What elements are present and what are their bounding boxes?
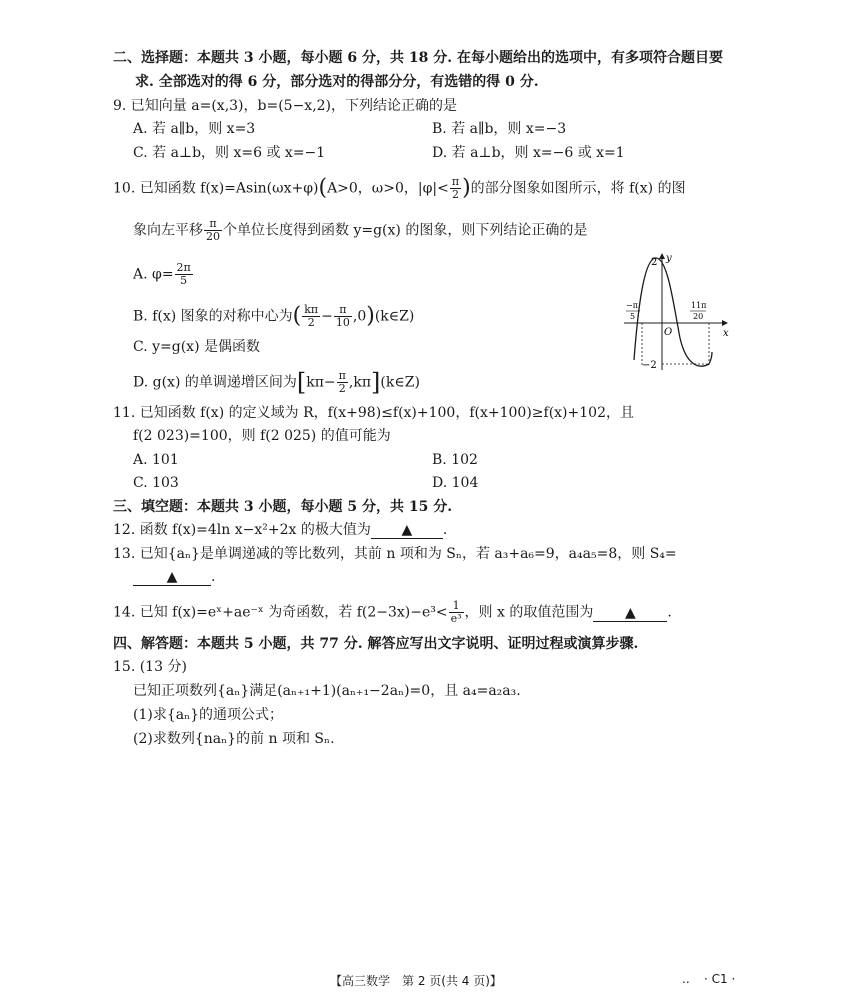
- answer-triangle: ▲: [624, 604, 636, 621]
- fraction-numerator: kπ: [304, 303, 319, 316]
- q10-d-right: ,kπ: [348, 374, 372, 391]
- fraction-denominator: 2: [307, 316, 315, 329]
- pi-over-20-fraction: [204, 218, 222, 243]
- q10-line2: [133, 218, 587, 243]
- fraction-denominator: 2: [451, 188, 459, 201]
- fraction-denominator: e³: [450, 612, 462, 625]
- q10-b-pre: B. f(x) 图象的对称中心为: [133, 308, 293, 325]
- left-paren: (: [318, 175, 328, 201]
- q10-line2-post: 个单位长度得到函数 y=g(x) 的图象，则下列结论正确的是: [223, 222, 588, 239]
- right-paren: ): [366, 303, 375, 329]
- q10-b-k-in-z: (k∈Z): [374, 308, 415, 325]
- q10-stem: [113, 176, 686, 201]
- q15-title: 15. (13 分): [113, 659, 187, 675]
- q14-end: .: [667, 604, 672, 621]
- q11-line2: f(2 023)=100，则 f(2 025) 的值可能为: [133, 428, 391, 444]
- origin-label: O: [664, 327, 673, 338]
- q11-option-b: B. 102: [432, 452, 478, 468]
- q9-option-a: A. 若 a∥b，则 x=3: [133, 121, 256, 137]
- q10-d-k-in-z: (k∈Z): [380, 374, 420, 391]
- q10-option-a: [133, 262, 194, 287]
- answer-triangle: ▲: [401, 522, 413, 538]
- pi-over-2-fraction: [337, 370, 348, 395]
- min-value-label: −2: [642, 360, 657, 371]
- q9-option-d: D. 若 a⊥b，则 x=−6 或 x=1: [432, 145, 625, 161]
- fraction-numerator: π: [338, 369, 346, 382]
- left-tick-denominator: 5: [630, 312, 636, 321]
- section2-header-line1: 二、选择题：本题共 3 小题，每小题 6 分，共 18 分. 在每小题给出的选项中，有多项符合题目要: [113, 50, 723, 66]
- page-footer: 【高三数学 第 2 页(共 4 页)】: [330, 974, 502, 988]
- y-axis-label: y: [666, 253, 672, 264]
- q11-option-d: D. 104: [432, 475, 479, 491]
- q10-condition: A>0，ω>0，|φ|<: [327, 180, 449, 197]
- k-pi-over-2-fraction: [302, 304, 320, 329]
- q11-option-c: C. 103: [133, 475, 179, 491]
- q14-post: ，则 x 的取值范围为: [464, 604, 594, 621]
- pi-over-2-fraction: [450, 176, 461, 201]
- q15-statement: 已知正项数列{aₙ}满足(aₙ₊₁+1)(aₙ₊₁−2aₙ)=0，且 a₄=a₂a₃.: [133, 683, 521, 699]
- q10-option-b: B. f(x) 图象的对称中心为( $\frac{k\pi}{2}$ − $\frac{\pi}{10}$ ,0)(k∈Z): [133, 303, 415, 329]
- q10-line2-pre: 象向左平移: [133, 222, 203, 239]
- q12-end: .: [442, 522, 448, 538]
- x-axis-label: x: [723, 328, 729, 339]
- footer-dots: ..: [682, 972, 690, 986]
- pi-over-10-fraction: [334, 304, 352, 329]
- q10-stem-pre: 10. 已知函数 f(x)=Asin(ωx+φ): [113, 180, 319, 197]
- one-over-e3-fraction: [449, 600, 464, 625]
- y-axis-arrow: [659, 253, 665, 259]
- q12-text: 12. 函数 f(x)=4ln x−x²+2x 的极大值为: [113, 522, 371, 538]
- q14-answer-blank: [593, 605, 667, 622]
- q9-option-b: B. 若 a∥b，则 x=−3: [432, 121, 567, 137]
- q13-line1: 13. 已知{aₙ}是单调递减的等比数列，其前 n 项和为 Sₙ，若 a₃+a₆=9，a₄a₅=8，则 S₄=: [113, 546, 677, 562]
- q10-d-pre: D. g(x) 的单调递增区间为: [133, 374, 297, 391]
- q10-b-mid: ,0: [352, 308, 367, 325]
- fraction-numerator: π: [204, 218, 222, 231]
- q13-answer-blank: [133, 569, 211, 586]
- q10-option-c: C. y=g(x) 是偶函数: [133, 339, 260, 355]
- fraction-numerator: 1: [449, 600, 464, 613]
- left-bracket: [: [296, 368, 307, 397]
- q9-stem: 9. 已知向量 a=(x,3)，b=(5−x,2)，下列结论正确的是: [113, 98, 458, 114]
- left-tick-numerator: −π: [626, 301, 638, 310]
- right-tick-denominator: 20: [693, 312, 704, 321]
- right-bracket: ]: [371, 368, 381, 397]
- q13-end: .: [211, 569, 216, 585]
- left-paren: (: [292, 303, 302, 329]
- right-tick-numerator: 11π: [691, 301, 707, 310]
- q12-answer-blank: [371, 522, 443, 539]
- q14-pre: 14. 已知 f(x)=eˣ+ae⁻ˣ 为奇函数，若 f(2−3x)−e³<: [113, 604, 448, 621]
- q11-option-a: A. 101: [133, 452, 179, 468]
- right-paren: ): [462, 175, 471, 201]
- max-value-label: 2: [651, 257, 658, 268]
- q9-option-c: C. 若 a⊥b，则 x=6 或 x=−1: [133, 145, 326, 161]
- footer-code: · C1 ·: [704, 972, 736, 986]
- q15-part2: (2)求数列{naₙ}的前 n 项和 Sₙ.: [133, 731, 335, 747]
- fraction-numerator: 2π: [176, 261, 191, 274]
- section3-header: 三、填空题：本题共 3 小题，每小题 5 分，共 15 分.: [113, 499, 453, 515]
- fraction-denominator: 10: [335, 316, 350, 329]
- q11-line1: 11. 已知函数 f(x) 的定义域为 R，f(x+98)≤f(x)+100，f(x+100)≥f(x)+102，且: [113, 405, 634, 421]
- q10-sine-graph: [622, 248, 734, 372]
- two-pi-over-5-fraction: [175, 262, 193, 287]
- q15-part1: (1)求{aₙ}的通项公式；: [133, 707, 284, 723]
- q10-d-left: kπ−: [306, 374, 336, 391]
- fraction-denominator: 2: [338, 382, 346, 395]
- q13-line2: [133, 567, 215, 587]
- q12-question: [113, 520, 447, 540]
- q10-a-pre: A. φ=: [133, 266, 174, 283]
- section4-header: 四、解答题：本题共 5 小题，共 77 分. 解答应写出文字说明、证明过程或演算步骤.: [113, 636, 639, 652]
- fraction-denominator: 5: [180, 274, 188, 287]
- x-axis-arrow: [722, 320, 728, 326]
- fraction-numerator: π: [451, 175, 460, 188]
- fraction-denominator: 20: [206, 230, 220, 243]
- q10-option-d: [133, 370, 420, 395]
- q10-stem-post: 的部分图象如图所示，将 f(x) 的图: [470, 180, 686, 197]
- q14-question: [113, 600, 672, 625]
- fraction-numerator: π: [334, 304, 352, 317]
- section2-header-line2: 求. 全部选对的得 6 分，部分选对的得部分分，有选错的得 0 分.: [135, 74, 539, 90]
- answer-triangle: ▲: [166, 569, 178, 585]
